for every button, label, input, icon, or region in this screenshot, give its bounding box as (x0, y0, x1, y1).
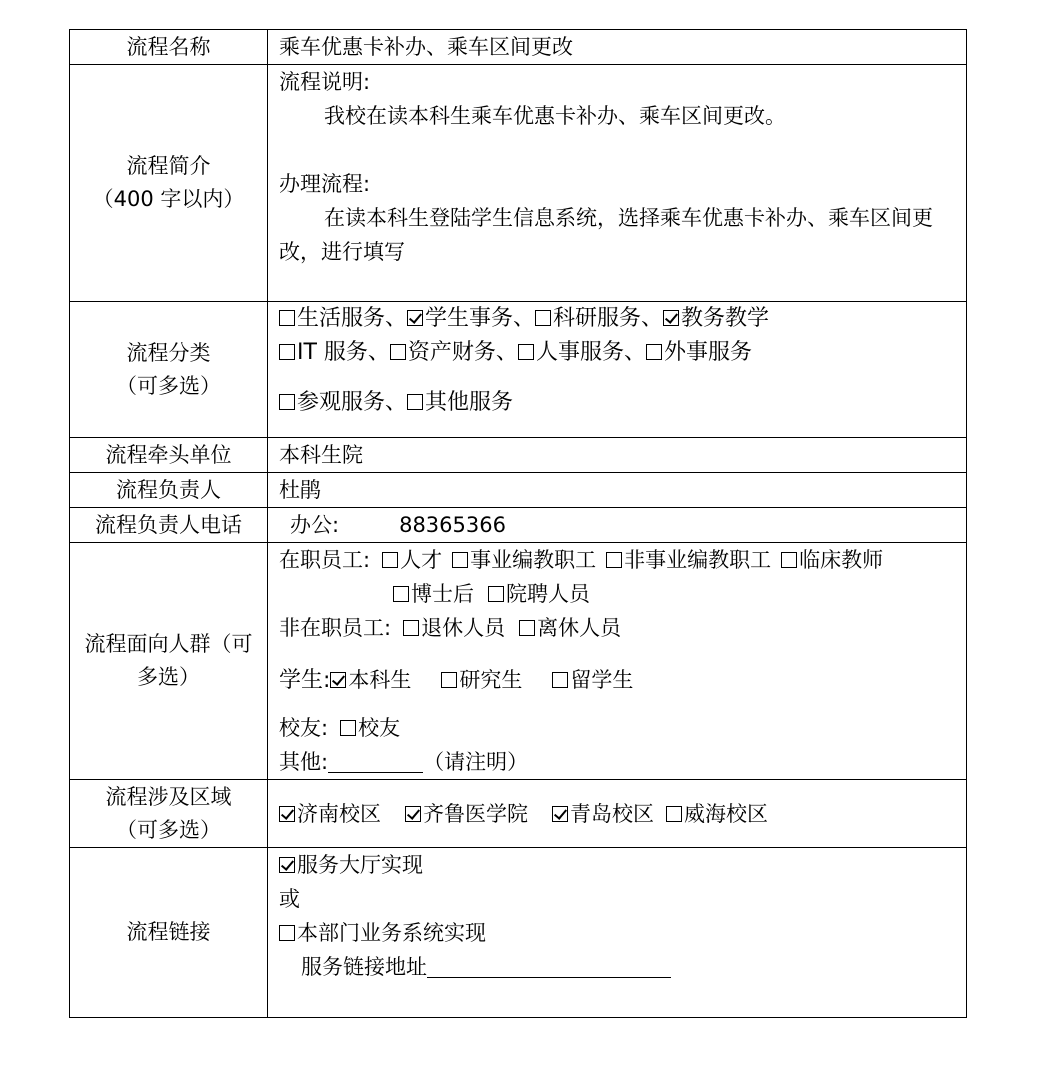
student-option-label: 研究生 (459, 668, 523, 692)
link-address-field[interactable] (427, 955, 671, 978)
staff-option-label: 人才 (400, 548, 443, 572)
category-line-1 (279, 302, 958, 336)
staff-option-label: 院聘人员 (506, 582, 590, 606)
row-lead-unit (70, 438, 967, 473)
category-option-label: 参观服务、 (297, 390, 408, 415)
link-address-line (279, 950, 958, 984)
row-owner-phone (70, 508, 967, 543)
category-label-sub: （可多选） (116, 373, 221, 398)
checkbox-icon[interactable] (279, 806, 295, 822)
category-label-main: 流程分类 (126, 340, 211, 365)
desc-heading: 流程说明: (279, 70, 371, 94)
link-or-text: 或 (279, 887, 300, 911)
value-process-intro (268, 65, 967, 302)
region-line (279, 797, 958, 831)
label-region (70, 780, 268, 848)
value-lead-unit (268, 438, 967, 473)
nonstaff-option[interactable] (403, 616, 505, 640)
staff-option[interactable] (382, 548, 442, 572)
value-process-category (268, 302, 967, 438)
student-option[interactable] (552, 668, 633, 693)
region-option[interactable] (666, 802, 768, 826)
value-process-link (268, 848, 967, 1018)
lead-unit-text: 本科生院 (279, 443, 363, 467)
phone-number: 88365366 (399, 513, 506, 537)
category-option[interactable] (407, 390, 513, 415)
staff-option-label: 非事业编教职工 (624, 548, 772, 572)
link-option-1[interactable] (279, 848, 958, 882)
phone-line (279, 508, 958, 542)
checkbox-icon[interactable] (407, 394, 423, 410)
staff-line-1 (279, 543, 958, 577)
row-audience (70, 543, 967, 780)
nonstaff-line (279, 611, 958, 645)
staff-label: 在职员工: (279, 548, 371, 572)
region-option[interactable] (279, 802, 381, 826)
label-owner-phone: 流程负责人电话 (70, 508, 268, 543)
category-option[interactable] (663, 306, 769, 331)
staff-option[interactable] (393, 582, 474, 606)
checkbox-icon[interactable] (552, 672, 568, 688)
checkbox-icon[interactable] (535, 310, 551, 326)
checkbox-icon[interactable] (382, 552, 398, 568)
checkbox-icon[interactable] (279, 857, 295, 873)
label-lead-unit: 流程牵头单位 (70, 438, 268, 473)
category-option[interactable] (518, 340, 646, 365)
checkbox-icon[interactable] (441, 672, 457, 688)
staff-option[interactable] (452, 548, 596, 572)
checkbox-icon[interactable] (279, 344, 295, 360)
checkbox-icon[interactable] (452, 552, 468, 568)
student-option[interactable] (330, 668, 411, 693)
row-region (70, 780, 967, 848)
owner-text: 杜鹃 (279, 478, 321, 502)
checkbox-icon[interactable] (393, 586, 409, 602)
checkbox-icon[interactable] (403, 620, 419, 636)
region-option-label: 青岛校区 (570, 801, 654, 826)
label-audience (70, 543, 268, 780)
process-form-table (69, 29, 967, 1018)
nonstaff-label: 非在职员工: (279, 616, 392, 640)
student-option-label: 本科生 (348, 668, 412, 692)
checkbox-icon[interactable] (666, 806, 682, 822)
alumni-option[interactable] (340, 716, 400, 740)
region-option-label: 齐鲁医学院 (423, 801, 528, 826)
checkbox-icon[interactable] (279, 394, 295, 410)
row-process-category (70, 302, 967, 438)
category-option-label: 其他服务 (425, 390, 514, 415)
category-option[interactable] (535, 306, 663, 331)
staff-option[interactable] (606, 548, 771, 572)
row-process-link (70, 848, 967, 1018)
checkbox-icon[interactable] (663, 310, 679, 326)
checkbox-icon[interactable] (407, 310, 423, 326)
staff-option[interactable] (781, 548, 883, 572)
category-line-2 (279, 336, 958, 370)
other-blank-field[interactable] (328, 750, 423, 773)
checkbox-icon[interactable] (330, 672, 346, 688)
label-process-name: 流程名称 (70, 30, 268, 65)
other-line (279, 745, 958, 779)
proc-text: 在读本科生登陆学生信息系统，选择乘车优惠卡补办、乘车区间更改，进行填写 (279, 206, 933, 264)
checkbox-icon[interactable] (606, 552, 622, 568)
nonstaff-option-label: 退休人员 (421, 616, 506, 640)
category-option-label: 科研服务、 (553, 306, 664, 331)
value-audience (268, 543, 967, 780)
category-line-3 (279, 386, 958, 420)
audience-label-line1: 流程面向人群（可 (84, 632, 253, 656)
checkbox-icon[interactable] (488, 586, 504, 602)
row-process-name (70, 30, 967, 65)
region-option-label: 济南校区 (297, 801, 381, 826)
category-option-label: IT 服务、 (297, 340, 390, 365)
region-label-sub: （可多选） (116, 817, 221, 842)
checkbox-icon[interactable] (390, 344, 406, 360)
row-owner (70, 473, 967, 508)
checkbox-icon[interactable] (405, 806, 421, 822)
other-note: （请注明） (423, 750, 529, 774)
category-option[interactable] (390, 340, 518, 365)
category-option[interactable] (279, 340, 390, 365)
nonstaff-option-label: 离休人员 (537, 616, 622, 640)
category-option-label: 生活服务、 (297, 306, 408, 331)
category-option[interactable] (279, 306, 407, 331)
row-process-intro (70, 65, 967, 302)
category-option-label: 外事服务 (663, 340, 752, 365)
student-line (279, 663, 958, 697)
student-label: 学生: (279, 668, 331, 693)
label-process-intro (70, 65, 268, 302)
nonstaff-option[interactable] (519, 616, 621, 640)
category-option-label: 教务教学 (681, 306, 770, 331)
category-option-label: 资产财务、 (407, 340, 518, 365)
audience-label-line2: 多选） (137, 665, 200, 689)
link-option-2[interactable] (279, 916, 958, 950)
category-option[interactable] (407, 306, 535, 331)
checkbox-icon[interactable] (519, 620, 535, 636)
process-name-text: 乘车优惠卡补办、乘车区间更改 (279, 35, 573, 59)
checkbox-icon[interactable] (646, 344, 662, 360)
checkbox-icon[interactable] (279, 310, 295, 326)
value-owner-phone (268, 508, 967, 543)
alumni-option-label: 校友 (358, 716, 401, 740)
link-option-label: 本部门业务系统实现 (297, 921, 486, 945)
region-option[interactable] (552, 802, 654, 826)
intro-label-main: 流程简介 (126, 154, 211, 178)
checkbox-icon[interactable] (340, 720, 356, 736)
staff-option-label: 事业编教职工 (470, 548, 597, 572)
alumni-label: 校友: (279, 716, 329, 740)
student-option-label: 留学生 (570, 668, 634, 692)
link-address-label: 服务链接地址 (301, 955, 427, 979)
category-option-label: 人事服务、 (535, 340, 646, 365)
staff-option-label: 临床教师 (799, 548, 884, 572)
proc-heading: 办理流程: (279, 172, 371, 196)
category-option-label: 学生事务、 (425, 306, 536, 331)
intro-label-sub: （400 字以内） (92, 187, 245, 211)
checkbox-icon[interactable] (518, 344, 534, 360)
staff-option-label: 博士后 (411, 582, 474, 606)
label-process-category (70, 302, 268, 438)
region-option[interactable] (405, 802, 528, 826)
label-owner: 流程负责人 (70, 473, 268, 508)
region-option-label: 威海校区 (684, 801, 768, 826)
other-label: 其他: (279, 750, 329, 774)
staff-line-2 (279, 577, 958, 611)
region-label-main: 流程涉及区域 (105, 784, 232, 809)
link-option-label: 服务大厅实现 (297, 853, 423, 877)
value-owner (268, 473, 967, 508)
checkbox-icon[interactable] (279, 925, 295, 941)
value-process-name (268, 30, 967, 65)
student-option[interactable] (441, 668, 522, 693)
spacer (279, 133, 958, 167)
category-option[interactable] (279, 390, 407, 415)
staff-option[interactable] (488, 582, 590, 606)
label-process-link: 流程链接 (70, 848, 268, 1018)
phone-prefix: 办公: (290, 513, 340, 537)
value-region (268, 780, 967, 848)
desc-text: 我校在读本科生乘车优惠卡补办、乘车区间更改。 (324, 104, 786, 128)
checkbox-icon[interactable] (552, 806, 568, 822)
alumni-line (279, 711, 958, 745)
category-option[interactable] (646, 340, 752, 365)
checkbox-icon[interactable] (781, 552, 797, 568)
